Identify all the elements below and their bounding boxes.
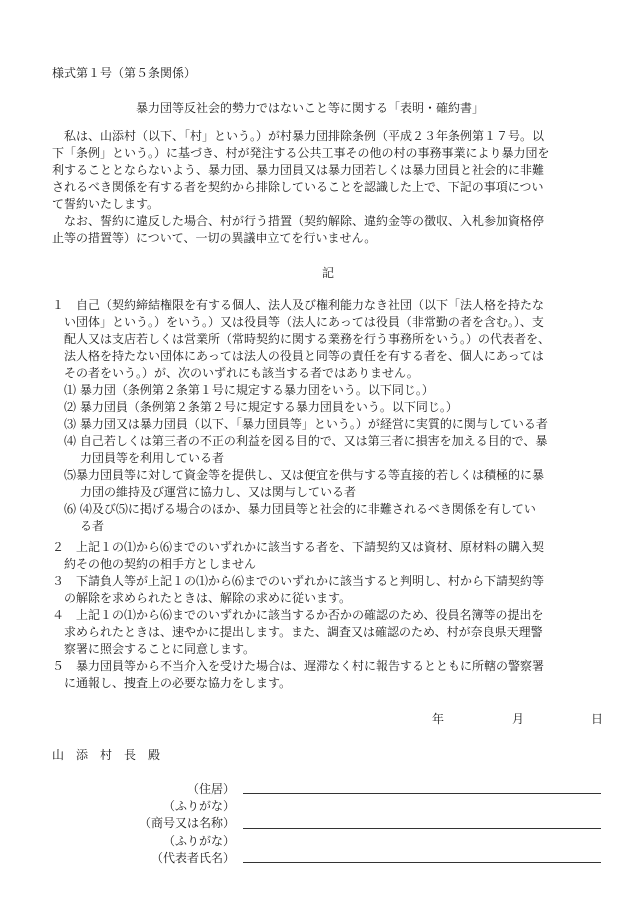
field-label-company: （商号又は名称） [138, 816, 235, 830]
item-line: 力団の維持及び運営に協力し、又は関与している者 [80, 485, 357, 499]
intro-line: 私は、山添村（以下、「村」という。）が村暴力団排除条例（平成２３年条例第１７号。以 [64, 129, 545, 143]
intro-line: 下「条例」という。）に基づき、村が発注する公共工事その他の村の事務事業により暴力団を [52, 146, 550, 160]
date-day: 日 [591, 712, 604, 726]
item-line: 求められたときは、速やかに提出します。また、調査又は確認のため、村が奈良県天理警 [64, 625, 543, 639]
item-line: ⑸暴力団員等に対して資金等を提供し、又は便宜を供与する等直接的若しくは積極的に暴 [64, 468, 545, 482]
form-number: 様式第１号（第５条関係） [52, 66, 197, 80]
date-month: 月 [512, 712, 525, 726]
intro-line: 止等の措置等）について、一切の異議申立てを行いません。 [52, 231, 377, 245]
item-line: 力団員等を利用している者 [80, 451, 225, 465]
intro-line: なお、誓約に違反した場合、村が行う措置（契約解除、違約金等の徴収、入札参加資格停 [64, 214, 545, 228]
item-line: ⑴ 暴力団（条例第２条第１号に規定する暴力団をいう。以下同じ。） [64, 383, 434, 397]
item-line: ⑶ 暴力団又は暴力団員（以下、「暴力団員等」という。）が経営に実質的に関与している者 [64, 417, 548, 431]
item-line: ５ 暴力団員等から不当介入を受けた場合は、遅滞なく村に報告するとともに所轄の警察署 [52, 659, 545, 673]
field-representative-input[interactable] [243, 862, 601, 863]
ki-heading: 記 [322, 266, 335, 280]
intro-line: て誓約いたします。 [52, 197, 160, 211]
item-line: い団体」という。）をいう。）又は役員等（法人にあっては役員（非常勤の者を含む。）、支 [64, 315, 544, 329]
intro-line: 利することとならないよう、暴力団、暴力団員又は暴力団若しくは暴力団員と社会的に非難 [52, 163, 545, 177]
item-line: に通報し、捜査上の必要な協力をします。 [64, 676, 292, 690]
item-line: 法人格を持たない団体にあっては法人の役員と同等の責任を有する者を、個人にあっては [64, 349, 544, 363]
intro-line: されるべき関係を有する者を契約から排除していることを認識した上で、下記の事項につい [52, 180, 544, 194]
field-company-input[interactable] [243, 828, 601, 829]
item-line: ⑹ ⑷及び⑸に掲げる場合のほか、暴力団員等と社会的に非難されるべき関係を有してい [64, 502, 536, 516]
field-label-furigana: （ふりがな） [162, 799, 235, 813]
item-line: 配人又は支店若しくは営業所（常時契約に関する業務を行う事務所をいう。）の代表者を、 [64, 332, 551, 346]
date-year: 年 [432, 712, 445, 726]
item-line: ⑵ 暴力団員（条例第２条第２号に規定する暴力団員をいう。以下同じ。） [64, 400, 458, 414]
document-title: 暴力団等反社会的勢力ではないこと等に関する「表明・確約書」 [136, 101, 485, 115]
addressee: 山 添 村 長 殿 [52, 748, 161, 762]
item-line: の解除を求められたときは、解除の求めに従います。 [64, 591, 352, 605]
item-line: ⑷ 自己若しくは第三者の不正の利益を図る目的で、又は第三者に損害を加える目的で、暴 [64, 434, 548, 448]
item-line: 察署に照会することに同意します。 [64, 642, 256, 656]
item-line: ３ 下請負人等が上記１の⑴から⑹までのいずれかに該当すると判明し、村から下請契約等 [52, 574, 545, 588]
field-label-furigana: （ふりがな） [162, 834, 235, 848]
item-line: １ 自己（契約締結権限を有する個人、法人及び権利能力なき社団（以下「法人格を持たな [52, 298, 545, 312]
field-address-input[interactable] [243, 793, 601, 794]
item-line: 約その他の契約の相手方としません [64, 557, 257, 571]
item-line: る者 [80, 519, 105, 533]
item-line: ４ 上記１の⑴から⑹までのいずれかに該当するか否かの確認のため、役員名簿等の提出を [52, 608, 544, 622]
item-line: その者をいう。）が、次のいずれにも該当する者ではありません。 [64, 366, 419, 380]
item-line: ２ 上記１の⑴から⑹までのいずれかに該当する者を、下請契約又は資材、原材料の購入契 [52, 540, 545, 554]
field-label-representative: （代表者氏名） [150, 851, 235, 865]
field-label-address: （住居） [186, 782, 235, 796]
